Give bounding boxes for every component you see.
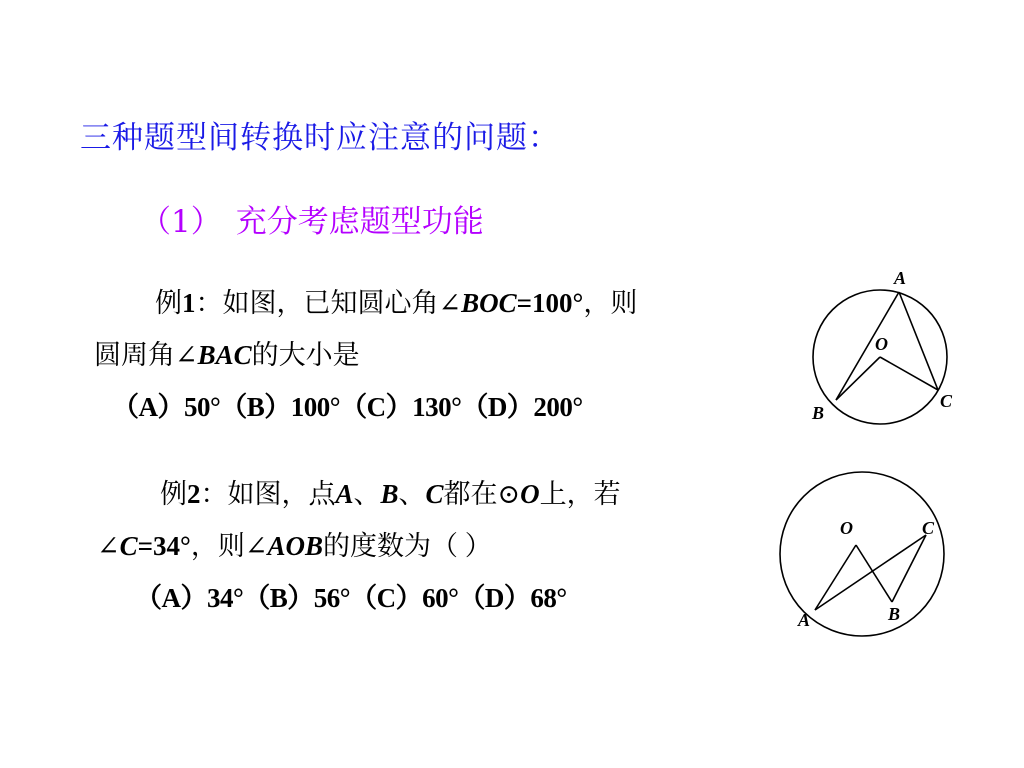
figure2-chord-bc: [892, 535, 926, 602]
example2-line1: [160, 472, 621, 511]
example2-number: 2: [187, 479, 201, 509]
figure2-chord-ac: [815, 535, 926, 610]
example1-text: ：如图，已知圆心角∠: [195, 288, 462, 318]
point-b: B: [380, 479, 399, 509]
example1-option-b: （B）100°: [220, 392, 341, 422]
example1-option-a: （A）50°: [112, 392, 221, 422]
example2-option-d: （D）68°: [458, 583, 567, 613]
separator: 、: [353, 479, 381, 509]
example1-line1: [155, 281, 637, 320]
angle-bac: BAC: [197, 340, 252, 370]
figure2-label-c: C: [922, 518, 935, 538]
angle-boc: BOC: [461, 288, 517, 318]
example2-text-circle: 都在⊙: [443, 479, 521, 509]
figure2-label-o: O: [840, 518, 853, 538]
example2-option-b: （B）56°: [243, 583, 351, 613]
example2-text-end: 上，若: [539, 479, 621, 509]
angle-c: C: [119, 531, 138, 561]
figure1-radius-oc: [880, 357, 938, 390]
example2-text: ：如图，点: [200, 479, 336, 509]
example1-line2-text: 圆周角∠: [94, 340, 198, 370]
figure1-label-a: A: [894, 268, 907, 288]
example2-option-c: （C）60°: [350, 583, 459, 613]
section-number: （1）: [140, 204, 222, 240]
example1-option-d: （D）200°: [461, 392, 583, 422]
figure1-chord-ac: [899, 292, 938, 390]
example2-label: 例: [160, 479, 187, 509]
section-title: 充分考虑题型功能: [235, 204, 484, 240]
example2-line2: [97, 524, 492, 563]
figure2-label-b: B: [888, 604, 901, 624]
example2-line2-end: 的度数为（ ）: [322, 531, 492, 561]
figure2-label-a: A: [798, 610, 811, 630]
example2-option-a: （A）34°: [135, 583, 244, 613]
angle-symbol: ∠: [97, 531, 120, 561]
example1-label: 例: [155, 288, 182, 318]
point-o: O: [520, 479, 540, 509]
example1-line2: [94, 333, 360, 372]
example1-number: 1: [182, 288, 196, 318]
separator: 、: [398, 479, 426, 509]
point-c: C: [425, 479, 444, 509]
angle-boc-value: =100°: [516, 288, 584, 318]
page-heading: 三种题型间转换时应注意的问题：: [80, 120, 560, 156]
figure2-radius-ob: [856, 545, 892, 602]
example1-option-c: （C）130°: [340, 392, 462, 422]
example1-text-end: ，则: [583, 288, 638, 318]
example2-line2-text: ，则∠: [190, 531, 268, 561]
figure1-label-o: O: [875, 334, 888, 354]
section-subheading: [140, 196, 484, 241]
figure1-label-b: B: [812, 403, 825, 423]
point-a: A: [335, 479, 354, 509]
figure2-radius-oa: [815, 545, 856, 610]
angle-c-value: =34°: [137, 531, 191, 561]
figure1-chord-ab: [836, 292, 899, 400]
figure1-circle-diagram: [800, 262, 970, 432]
example2-options: [135, 576, 567, 615]
figure1-label-c: C: [940, 391, 953, 411]
figure2-circle-diagram: [770, 470, 950, 640]
example1-options: [112, 385, 583, 424]
example1-line2-end: 的大小是: [251, 340, 360, 370]
angle-aob: AOB: [267, 531, 323, 561]
